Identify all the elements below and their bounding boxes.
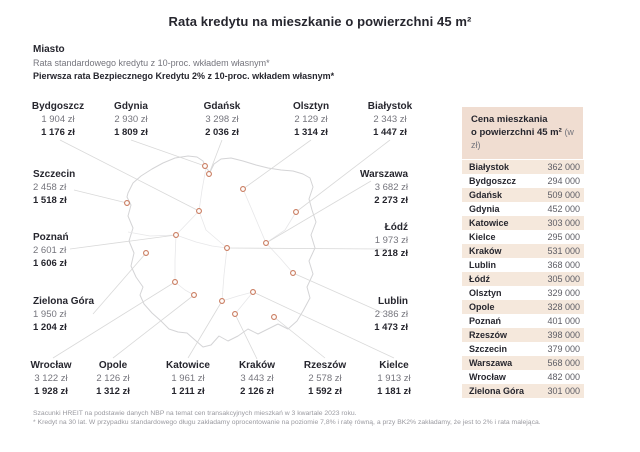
price-row-value: 401 000 bbox=[547, 316, 580, 326]
poland-outline bbox=[127, 156, 316, 347]
city-standard-poznan: 2 601 zł bbox=[33, 245, 67, 256]
city-bk2-szczecin: 1 518 zł bbox=[33, 195, 67, 206]
city-marker-bialystok bbox=[294, 210, 299, 215]
city-standard-bydgoszcz: 1 904 zł bbox=[41, 114, 75, 125]
city-bk2-krakow: 2 126 zł bbox=[240, 386, 274, 397]
price-row-value: 509 000 bbox=[547, 190, 580, 200]
city-marker-gdansk bbox=[207, 172, 212, 177]
price-row bbox=[462, 202, 584, 216]
price-panel-heading-line1: Cena mieszkania bbox=[471, 114, 548, 125]
city-label-bydgoszcz bbox=[32, 101, 84, 139]
city-label-bialystok bbox=[368, 101, 412, 139]
price-row-value: 303 000 bbox=[547, 218, 580, 228]
city-bk2-olsztyn: 1 314 zł bbox=[294, 127, 328, 138]
price-row bbox=[462, 314, 584, 328]
price-row-city: Gdańsk bbox=[469, 190, 503, 200]
city-label-lodz bbox=[374, 222, 408, 260]
city-label-opole bbox=[96, 360, 130, 398]
city-label-wroclaw bbox=[31, 360, 72, 398]
city-standard-lodz: 1 973 zł bbox=[374, 235, 408, 246]
city-label-lublin bbox=[374, 296, 408, 334]
city-bk2-gdynia: 1 809 zł bbox=[114, 127, 148, 138]
city-standard-zielona-gora: 1 950 zł bbox=[33, 309, 67, 320]
city-label-gdynia bbox=[114, 101, 148, 139]
price-row-city: Katowice bbox=[469, 218, 509, 228]
city-name-katowice: Katowice bbox=[166, 360, 210, 371]
city-standard-wroclaw: 3 122 zł bbox=[34, 373, 68, 384]
city-name-kielce: Kielce bbox=[379, 360, 409, 371]
price-row bbox=[462, 188, 584, 202]
city-label-olsztyn bbox=[293, 101, 329, 139]
city-bk2-opole: 1 312 zł bbox=[96, 386, 130, 397]
legend bbox=[33, 44, 334, 82]
city-marker-opole bbox=[192, 293, 197, 298]
price-row-city: Białystok bbox=[469, 162, 510, 172]
price-row-value: 568 000 bbox=[547, 358, 580, 368]
city-standard-bialystok: 2 343 zł bbox=[373, 114, 407, 125]
city-label-poznan bbox=[33, 232, 69, 270]
city-marker-kielce bbox=[251, 290, 256, 295]
city-name-szczecin: Szczecin bbox=[33, 169, 76, 180]
footnote-assumptions: * Kredyt na 30 lat. W przypadku standardowego długu zakładamy oprocentowanie na poziomie 7,8% i ratę równą, a przy BK2% zakładamy, że jest to 2% i rata malejąca. bbox=[33, 419, 541, 426]
city-marker-krakow bbox=[233, 312, 238, 317]
price-row bbox=[462, 328, 584, 342]
city-label-krakow bbox=[239, 360, 275, 398]
city-name-bialystok: Białystok bbox=[367, 101, 413, 112]
city-bk2-lodz: 1 218 zł bbox=[374, 248, 408, 259]
city-name-rzeszow: Rzeszów bbox=[303, 360, 347, 371]
price-row bbox=[462, 356, 584, 370]
city-label-kielce bbox=[377, 360, 411, 398]
price-row bbox=[462, 216, 584, 230]
city-bk2-zielona-gora: 1 204 zł bbox=[33, 322, 67, 333]
city-marker-warszawa bbox=[264, 241, 269, 246]
city-bk2-lublin: 1 473 zł bbox=[374, 322, 408, 333]
price-panel-header bbox=[462, 107, 583, 159]
price-row-value: 362 000 bbox=[547, 162, 580, 172]
city-bk2-katowice: 1 211 zł bbox=[171, 386, 205, 397]
city-standard-lublin: 2 386 zł bbox=[374, 309, 408, 320]
city-marker-katowice bbox=[220, 299, 225, 304]
city-standard-olsztyn: 2 129 zł bbox=[294, 114, 328, 125]
price-panel-heading-line2: o powierzchni 45 m² (w zł) bbox=[471, 127, 574, 150]
city-marker-olsztyn bbox=[241, 187, 246, 192]
city-marker-rzeszow bbox=[272, 315, 277, 320]
city-label-rzeszow bbox=[304, 360, 346, 398]
price-row-city: Bydgoszcz bbox=[469, 176, 517, 186]
price-row bbox=[462, 342, 584, 356]
city-marker-lodz bbox=[225, 246, 230, 251]
legend-bk2-rate-label: Pierwsza rata Bezpiecznego Kredytu 2% z 10-proc. wkładem własnym* bbox=[33, 71, 335, 81]
city-standard-katowice: 1 961 zł bbox=[171, 373, 205, 384]
price-row bbox=[462, 230, 584, 244]
price-panel-unit: (w zł) bbox=[471, 127, 574, 150]
price-row-value: 294 000 bbox=[547, 176, 580, 186]
price-row-value: 398 000 bbox=[547, 330, 580, 340]
city-bk2-kielce: 1 181 zł bbox=[377, 386, 411, 397]
price-row-city: Lublin bbox=[469, 260, 496, 270]
city-name-gdansk: Gdańsk bbox=[203, 101, 241, 112]
city-name-olsztyn: Olsztyn bbox=[292, 101, 330, 112]
city-marker-szczecin bbox=[125, 201, 130, 206]
price-row-value: 295 000 bbox=[547, 232, 580, 242]
city-label-warszawa bbox=[360, 169, 408, 207]
price-row-value: 531 000 bbox=[547, 246, 580, 256]
price-row-city: Kraków bbox=[469, 246, 502, 256]
city-name-wroclaw: Wrocław bbox=[30, 360, 72, 371]
price-row bbox=[462, 370, 584, 384]
price-row bbox=[462, 272, 584, 286]
city-name-krakow: Kraków bbox=[238, 360, 276, 371]
price-row-value: 452 000 bbox=[547, 204, 580, 214]
city-name-lodz: Łódź bbox=[384, 222, 408, 233]
city-name-opole: Opole bbox=[98, 360, 128, 371]
city-bk2-poznan: 1 606 zł bbox=[33, 258, 67, 269]
city-standard-gdynia: 2 930 zł bbox=[114, 114, 148, 125]
city-name-bydgoszcz: Bydgoszcz bbox=[31, 101, 85, 112]
city-marker-wroclaw bbox=[173, 280, 178, 285]
page-title: Rata kredytu na mieszkanie o powierzchni 45 m² bbox=[168, 14, 472, 29]
price-row-city: Zielona Góra bbox=[469, 386, 525, 396]
price-row bbox=[462, 286, 584, 300]
price-row-city: Łódź bbox=[469, 274, 490, 284]
price-row-value: 379 000 bbox=[547, 344, 580, 354]
footnote-source: Szacunki HREIT na podstawie danych NBP na temat cen transakcyjnych mieszkań w 3 kwartale 2023 roku. bbox=[33, 410, 357, 417]
legend-heading: Miasto bbox=[33, 44, 65, 55]
price-row-value: 329 000 bbox=[547, 288, 580, 298]
price-row-city: Warszawa bbox=[469, 358, 513, 368]
city-name-poznan: Poznań bbox=[33, 232, 69, 243]
city-bk2-wroclaw: 1 928 zł bbox=[34, 386, 68, 397]
city-bk2-bialystok: 1 447 zł bbox=[373, 127, 407, 138]
price-row-city: Kielce bbox=[469, 232, 496, 242]
price-row-city: Olsztyn bbox=[469, 288, 502, 298]
price-row-city: Opole bbox=[469, 302, 495, 312]
city-standard-opole: 2 126 zł bbox=[96, 373, 130, 384]
price-table bbox=[462, 160, 584, 398]
price-row bbox=[462, 258, 584, 272]
city-name-zielona-gora: Zielona Góra bbox=[33, 296, 95, 307]
city-marker-poznan bbox=[174, 233, 179, 238]
city-bk2-bydgoszcz: 1 176 zł bbox=[41, 127, 75, 138]
price-row bbox=[462, 300, 584, 314]
city-standard-kielce: 1 913 zł bbox=[377, 373, 411, 384]
city-label-szczecin bbox=[33, 169, 75, 207]
city-name-gdynia: Gdynia bbox=[114, 101, 148, 112]
city-marker-bydgoszcz bbox=[197, 209, 202, 214]
price-row bbox=[462, 174, 584, 188]
city-bk2-gdansk: 2 036 zł bbox=[205, 127, 239, 138]
city-standard-warszawa: 3 682 zł bbox=[374, 182, 408, 193]
price-row-value: 328 000 bbox=[547, 302, 580, 312]
city-marker-gdynia bbox=[203, 164, 208, 169]
city-label-katowice bbox=[166, 360, 210, 398]
city-standard-rzeszow: 2 578 zł bbox=[308, 373, 342, 384]
city-bk2-warszawa: 2 273 zł bbox=[374, 195, 408, 206]
city-label-gdansk bbox=[204, 101, 241, 139]
callout-line-rzeszow bbox=[274, 317, 325, 358]
price-row-value: 368 000 bbox=[547, 260, 580, 270]
city-label-zielona-gora bbox=[33, 296, 94, 334]
city-standard-szczecin: 2 458 zł bbox=[33, 182, 67, 193]
price-row-city: Wrocław bbox=[469, 372, 506, 382]
price-row-city: Gdynia bbox=[469, 204, 500, 214]
callout-line-szczecin bbox=[74, 190, 127, 203]
price-row-value: 482 000 bbox=[547, 372, 580, 382]
city-bk2-rzeszow: 1 592 zł bbox=[308, 386, 342, 397]
city-name-warszawa: Warszawa bbox=[360, 169, 408, 180]
city-marker-lublin bbox=[291, 271, 296, 276]
price-row-city: Szczecin bbox=[469, 344, 508, 354]
legend-standard-rate-label: Rata standardowego kredytu z 10-proc. wkładem własnym* bbox=[33, 58, 270, 68]
city-name-lublin: Lublin bbox=[378, 296, 408, 307]
city-standard-gdansk: 3 298 zł bbox=[205, 114, 239, 125]
price-row bbox=[462, 160, 584, 174]
price-row-city: Rzeszów bbox=[469, 330, 508, 340]
price-row-value: 305 000 bbox=[547, 274, 580, 284]
price-row bbox=[462, 244, 584, 258]
footnotes bbox=[33, 409, 613, 427]
price-row bbox=[462, 384, 584, 398]
price-row-value: 301 000 bbox=[547, 386, 580, 396]
city-marker-zielona-gora bbox=[144, 251, 149, 256]
city-standard-krakow: 3 443 zł bbox=[240, 373, 274, 384]
price-row-city: Poznań bbox=[469, 316, 502, 326]
